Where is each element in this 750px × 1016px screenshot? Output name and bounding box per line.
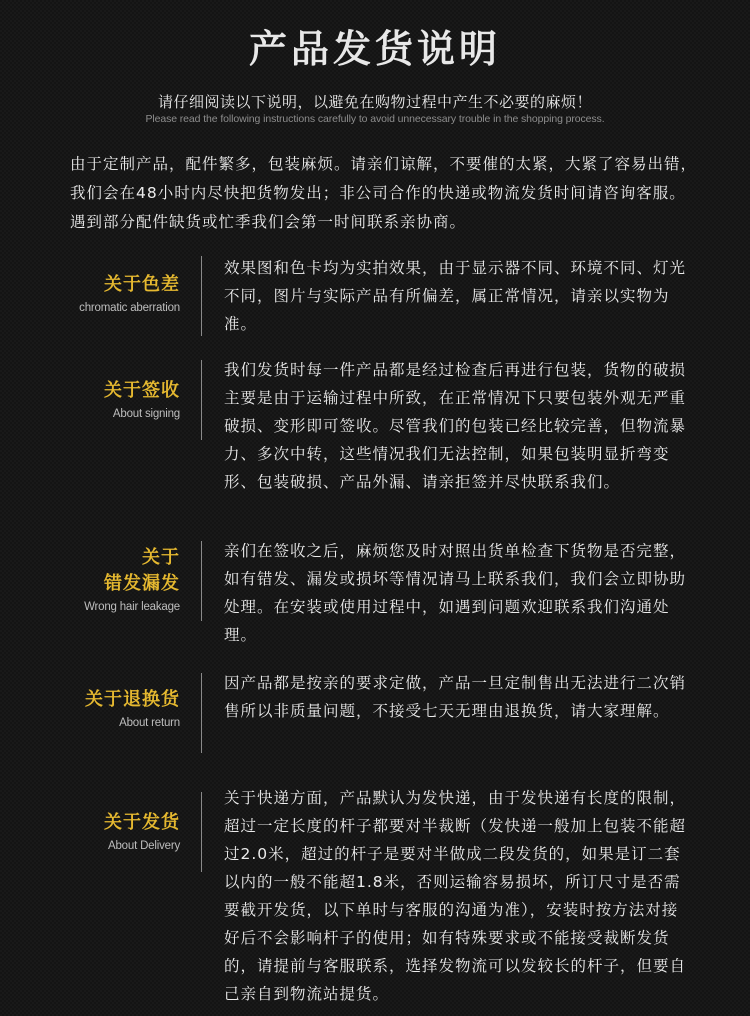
section-subtitle: Wrong hair leakage	[84, 601, 180, 613]
section-subtitle: About signing	[112, 408, 180, 420]
section-body: 关于快递方面，产品默认为发快递，由于发快递有长度的限制，超过一定长度的杆子都要对半裁断（发快递一般加上包装不能超过2.0米，超过的杆子是要对半做成二段发货的，如果是订二套以内的一般不能超1.8米，否则运输容易损坏，所订尺寸是否需要截开发货，以下单时与客服的沟通为准），安装时按方法对接好后不会影响杆子的使用；如有特殊要求或不能接受裁断发货的，请提前与客服联系，选择发物流可以发较长的杆子，但要自己亲自到物流站提货。	[224, 789, 687, 1003]
section-body: 因产品都是按亲的要求定做，产品一旦定制售出无法进行二次销售所以非质量问题，不接受七天无理由退换货，请大家理解。	[224, 674, 687, 720]
section-label	[40, 378, 180, 422]
section-body: 效果图和色卡均为实拍效果，由于显示器不同、环境不同、灯光不同，图片与实际产品有所偏差，属正常情况，请亲以实物为准。	[224, 259, 687, 333]
intro-paragraph: 由于定制产品，配件繁多，包装麻烦。请亲们谅解，不要催的太紧，大紧了容易出错，我们会在48小时内尽快把货物发出；非公司合作的快递或物流发货时间请咨询客服。遇到部分配件缺货或忙季我们会第一时间联系亲协商。	[70, 155, 698, 231]
section-title-line2: 错发漏发	[104, 573, 180, 594]
section-divider	[201, 360, 202, 440]
section-body: 我们发货时每一件产品都是经过检查后再进行包装，货物的破损主要是由于运输过程中所致，在正常情况下只要包装外观无严重破损、变形即可签收。尽管我们的包装已经比较完善，但物流暴力、多次中转，这些情况我们无法控制，如果包装明显折弯变形、包装破损、产品外漏、请亲拒签并尽快联系我们。	[224, 361, 687, 491]
section-title: 关于签收	[104, 380, 180, 401]
section-label	[40, 687, 180, 731]
section-divider	[201, 673, 202, 753]
page-title: 产品发货说明	[248, 27, 501, 71]
notice-english: Please read the following instructions carefully to avoid unnecessary trouble in the shopping process.	[145, 113, 605, 125]
section-label	[40, 545, 180, 615]
section-title-line1: 关于	[142, 547, 180, 568]
section-title: 关于退换货	[85, 689, 180, 710]
section-divider	[201, 541, 202, 621]
section-title: 关于色差	[104, 274, 180, 295]
section-label	[40, 810, 180, 854]
notice-text: 请仔细阅读以下说明，以避免在购物过程中产生不必要的麻烦！	[157, 93, 592, 111]
section-divider	[201, 256, 202, 336]
section-body: 亲们在签收之后，麻烦您及时对照出货单检查下货物是否完整，如有错发、漏发或损坏等情况请马上联系我们，我们会立即协助处理。在安装或使用过程中，如遇到问题欢迎联系我们沟通处理。	[224, 542, 687, 644]
section-title: 关于发货	[104, 812, 180, 833]
section-subtitle: chromatic aberration	[79, 302, 180, 314]
section-subtitle: About Delivery	[108, 840, 180, 852]
section-divider	[201, 792, 202, 872]
section-subtitle: About return	[119, 717, 180, 729]
section-label	[40, 272, 180, 316]
